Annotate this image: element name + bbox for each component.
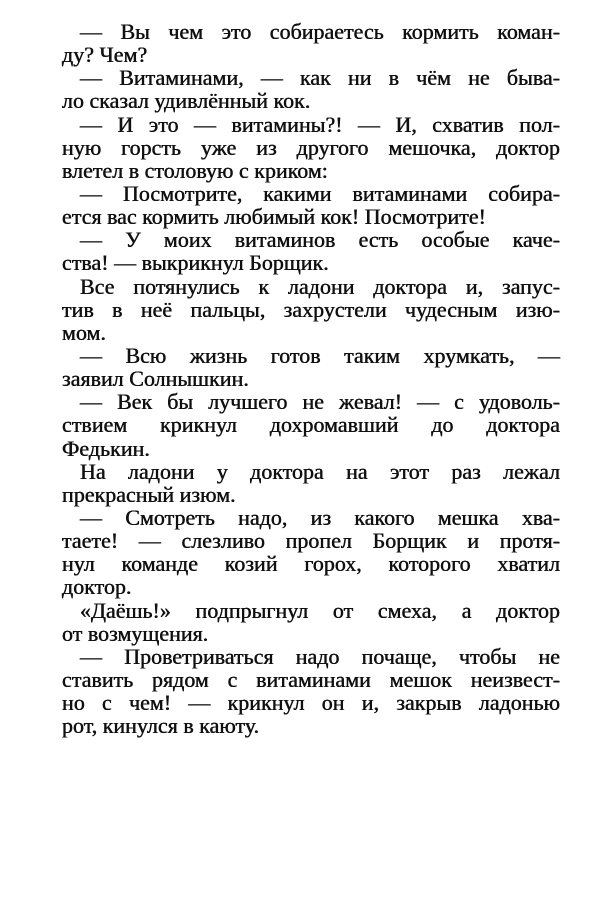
text-line: ло сказал удивлённый кок. [62, 88, 311, 114]
text-line: На ладони у доктора на этот раз лежал [80, 458, 560, 484]
text-line: ствием крикнул дохромавший до доктора [62, 412, 560, 438]
book-page-text [62, 20, 560, 737]
text-line: ду? Чем? [62, 42, 148, 68]
paragraph [62, 645, 560, 738]
text-line: доктор. [62, 574, 132, 600]
text-line: но с чем! — крикнул он и, закрыв ладонью [62, 690, 560, 716]
text-line: рот, кинулся в каюту. [62, 713, 260, 739]
text-line: — Проветриваться надо почаще, чтобы не [80, 643, 560, 669]
text-line: нул команде козий горох, которого хватил [62, 551, 560, 577]
text-line: — Век бы лучшего не жевал! — с удоволь- [80, 389, 560, 415]
text-line: Все потянулись к ладони доктора и, запус- [80, 273, 560, 299]
paragraph [62, 390, 560, 459]
paragraph [62, 20, 560, 66]
text-line: Федькин. [62, 435, 150, 461]
text-line: — У моих витаминов есть особые каче- [80, 227, 560, 253]
text-line: ется вас кормить любимый кок! Посмотрите! [62, 204, 486, 230]
text-line: таете! — слезливо пропел Борщик и протя- [62, 528, 560, 554]
text-line: — Вы чем это собираетесь кормить коман- [80, 19, 560, 44]
text-line: — Посмотрите, какими витаминами собира- [80, 180, 560, 206]
paragraph [62, 506, 560, 599]
paragraph [62, 182, 560, 228]
text-line: — И это — витамины?! — И, схватив пол- [80, 111, 560, 137]
text-line: от возмущения. [62, 620, 209, 646]
text-line: заявил Солнышкин. [62, 366, 249, 392]
text-line: ства! — выкрикнул Борщик. [62, 250, 329, 276]
text-line: мом. [62, 319, 106, 345]
paragraph [62, 460, 560, 506]
paragraph [62, 599, 560, 645]
text-line: влетел в столовую с криком: [62, 157, 328, 183]
text-line: прекрасный изюм. [62, 481, 236, 507]
paragraph [62, 228, 560, 274]
paragraph [62, 66, 560, 112]
paragraph [62, 113, 560, 182]
text-line: — Всю жизнь готов таким хрумкать, — [80, 342, 560, 368]
text-line: ную горсть уже из другого мешочка, доктор [62, 134, 560, 160]
text-line: ставить рядом с витаминами мешок неизвест- [62, 666, 560, 692]
text-line: тив в неё пальцы, захрустели чудесным изю- [62, 296, 560, 322]
paragraph [62, 275, 560, 344]
text-line: «Даёшь!» подпрыгнул от смеха, а доктор [80, 597, 560, 623]
text-line: — Смотреть надо, из какого мешка хва- [80, 504, 560, 530]
text-line: — Витаминами, — как ни в чём не быва- [80, 65, 560, 91]
paragraph [62, 344, 560, 390]
